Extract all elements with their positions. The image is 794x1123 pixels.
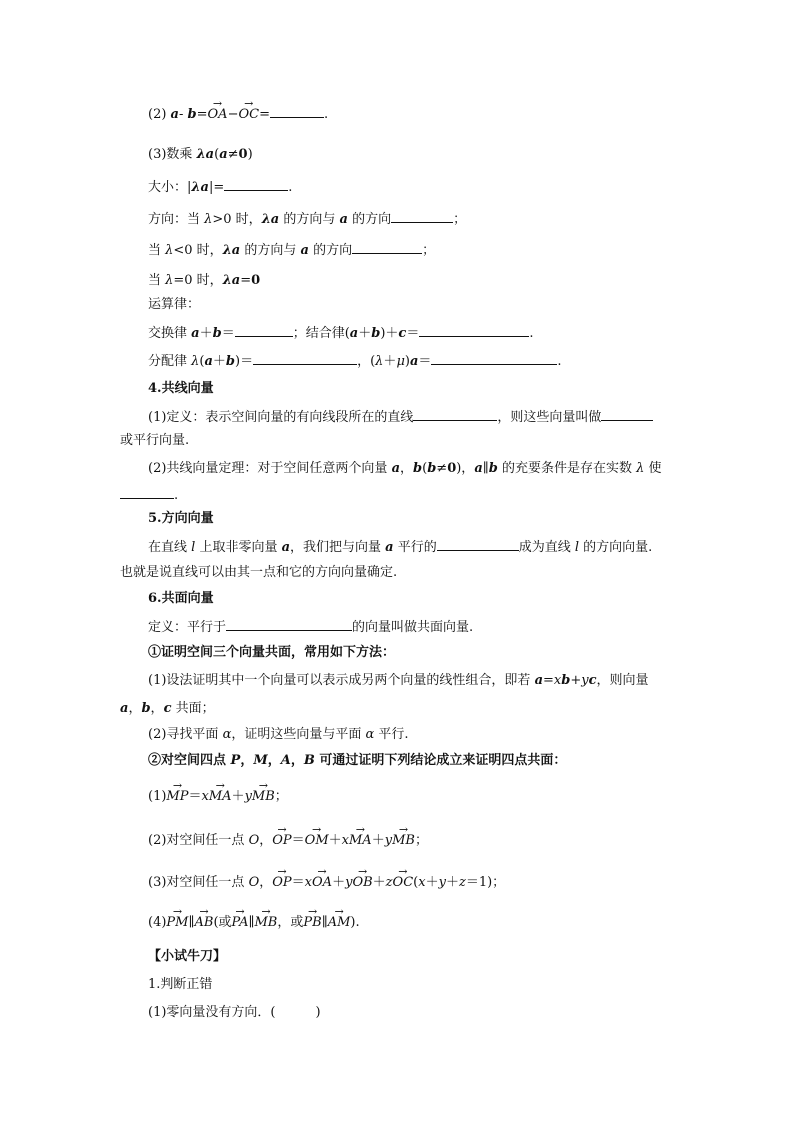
condition-1: (1)→ MP＝x→ MA＋y→ MB； bbox=[148, 788, 674, 806]
collinear-theorem: (2)共线向量定理：对于空间任意两个向量 a，b(b≠0)，a∥b 的充要条件是存在实数 λ 使 bbox=[148, 461, 662, 476]
collinear-definition: (1)定义：表示空间向量的有向线段所在的直线 ，则这些向量叫做 bbox=[148, 408, 674, 427]
direction-vector-def: 在直线 l 上取非零向量 a，我们把与向量 a 平行的 成为直线 l 的方向向量. bbox=[148, 540, 653, 555]
condition-4: (4)→ PM∥→ AB(或→ PA∥→ MB，或→ PB∥→ AM). bbox=[148, 914, 674, 932]
practice-heading: 【小试牛刀】 bbox=[148, 949, 227, 964]
collinear-theorem-cont: . bbox=[120, 486, 674, 505]
question-1: (1)零向量没有方向．( ) bbox=[148, 1005, 321, 1020]
magnitude-line: 大小：|λa|= . bbox=[148, 180, 293, 195]
four-point-heading: ②对空间四点 P，M，A，B 可通过证明下列结论成立来证明四点共面： bbox=[148, 753, 567, 768]
direction-zero: 当 λ=0 时，λa=0 bbox=[148, 273, 261, 288]
method-2: (2)寻找平面 α，证明这些向量与平面 α 平行. bbox=[148, 727, 409, 742]
commutative-associative: 交换律 a＋b＝ ；结合律(a＋b)＋c＝ . bbox=[148, 326, 534, 341]
distributive: 分配律 λ(a＋b)＝ ，(λ＋μ)a＝ . bbox=[148, 354, 562, 369]
section-4-title: 4.共线向量 bbox=[148, 381, 214, 396]
rules-heading: 运算律： bbox=[148, 297, 201, 312]
section-6-title: 6.共面向量 bbox=[148, 591, 214, 606]
direction-negative: 当 λ<0 时，λa 的方向与 a 的方向 ； bbox=[148, 243, 436, 258]
method-1-cont: a，b，c 共面； bbox=[120, 701, 215, 716]
section-5-title: 5.方向向量 bbox=[148, 511, 214, 526]
coplanar-definition: 定义：平行于 的向量叫做共面向量. bbox=[148, 620, 474, 635]
subtraction-line: (2) a- b=→ OA−→ OC= . bbox=[148, 105, 674, 124]
direction-positive: 方向：当 λ>0 时，λa 的方向与 a 的方向 ； bbox=[148, 212, 467, 227]
condition-2: (2)对空间任一点 O，→ OP＝→ OM＋x→ MA＋y→ MB； bbox=[148, 832, 674, 850]
collinear-definition-cont: 或平行向量. bbox=[120, 433, 190, 448]
scalar-mult-heading: (3)数乘 λa(a≠0) bbox=[148, 147, 253, 162]
condition-3: (3)对空间任一点 O，→ OP＝x→ OA＋y→ OB＋z→ OC(x＋y＋z＝1)； bbox=[148, 874, 674, 892]
method-1: (1)设法证明其中一个向量可以表示成另两个向量的线性组合，即若 a=xb+yc，则向量 bbox=[148, 673, 649, 688]
true-false-heading: 1.判断正错 bbox=[148, 977, 213, 992]
direction-vector-cont: 也就是说直线可以由其一点和它的方向向量确定. bbox=[120, 565, 398, 580]
coplanar-method-heading: ①证明空间三个向量共面，常用如下方法： bbox=[148, 645, 396, 660]
